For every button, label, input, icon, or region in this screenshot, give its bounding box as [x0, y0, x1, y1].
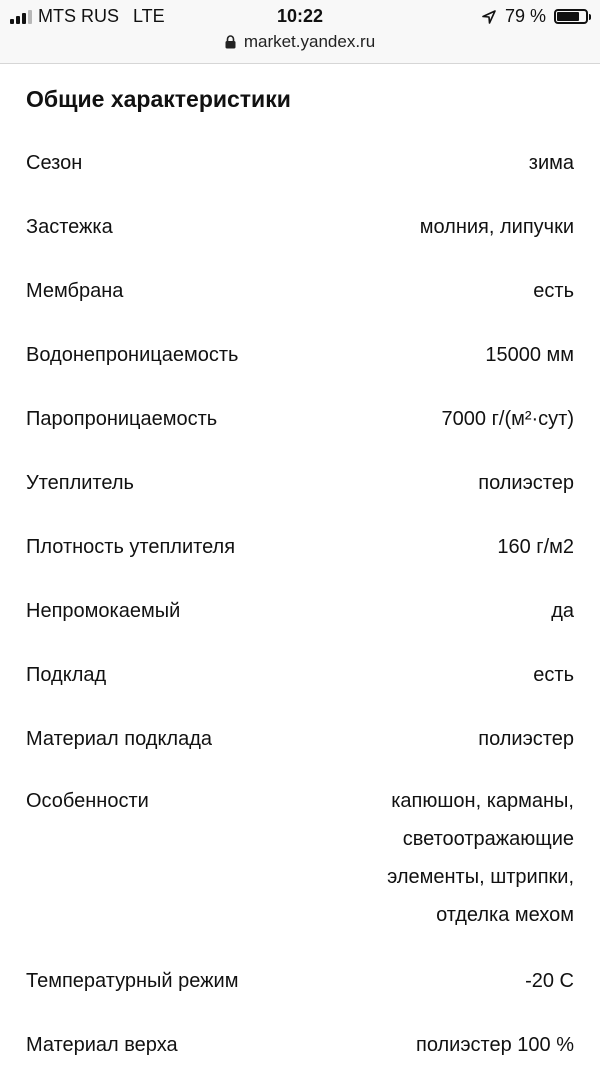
url-text: market.yandex.ru — [243, 32, 376, 51]
carrier-name: MTS RUS — [38, 6, 119, 26]
spec-row — [26, 216, 574, 239]
clock: 10:22 — [276, 6, 324, 26]
spec-value: да — [551, 600, 574, 622]
spec-row — [26, 408, 574, 431]
spec-row — [26, 344, 574, 367]
status-bar — [0, 0, 600, 64]
section-title: Общие характеристики — [26, 86, 291, 112]
battery-level — [557, 12, 579, 21]
battery-percent: 79 % — [504, 6, 546, 26]
spec-label: Материал верха — [26, 1034, 178, 1056]
spec-label: Сезон — [26, 152, 83, 174]
spec-row — [26, 1034, 574, 1057]
lock-icon — [225, 35, 236, 49]
spec-value: полиэстер 100 % — [415, 1034, 574, 1056]
spec-label: Особенности — [26, 790, 149, 812]
spec-label: Материал подклада — [26, 728, 213, 750]
spec-label: Температурный режим — [26, 970, 239, 992]
spec-label: Мембрана — [26, 280, 124, 302]
spec-row — [26, 970, 574, 993]
spec-label: Паропроницаемость — [26, 408, 218, 430]
spec-value: 7000 г/(м²·сут) — [441, 408, 574, 430]
address-bar[interactable] — [0, 32, 600, 52]
location-arrow-icon — [481, 9, 497, 25]
spec-value: зима — [528, 152, 574, 174]
spec-value: молния, липучки — [419, 216, 574, 238]
spec-row — [26, 664, 574, 687]
spec-row — [26, 600, 574, 623]
spec-value: полиэстер — [478, 472, 574, 494]
spec-value: -20 C — [525, 970, 574, 992]
battery-info — [481, 6, 588, 27]
spec-row — [26, 782, 574, 934]
spec-label: Плотность утеплителя — [26, 536, 236, 558]
spec-label: Подклад — [26, 664, 107, 686]
spec-label: Водонепроницаемость — [26, 344, 239, 366]
spec-row — [26, 280, 574, 303]
spec-row — [26, 152, 574, 175]
spec-row — [26, 472, 574, 495]
spec-value: капюшон, карманы, светоотражающие элементы, штрипки, отделка мехом — [387, 790, 574, 926]
spec-row — [26, 536, 574, 559]
spec-value: полиэстер — [478, 728, 574, 750]
battery-icon — [554, 9, 588, 24]
spec-value: 15000 мм — [485, 344, 574, 366]
spec-label: Непромокаемый — [26, 600, 181, 622]
spec-label: Утеплитель — [26, 472, 134, 494]
spec-value: 160 г/м2 — [497, 536, 574, 558]
spec-label: Застежка — [26, 216, 113, 238]
spec-row — [26, 728, 574, 751]
network-type: LTE — [133, 6, 165, 26]
spec-value: есть — [533, 280, 574, 302]
spec-value: есть — [533, 664, 574, 686]
